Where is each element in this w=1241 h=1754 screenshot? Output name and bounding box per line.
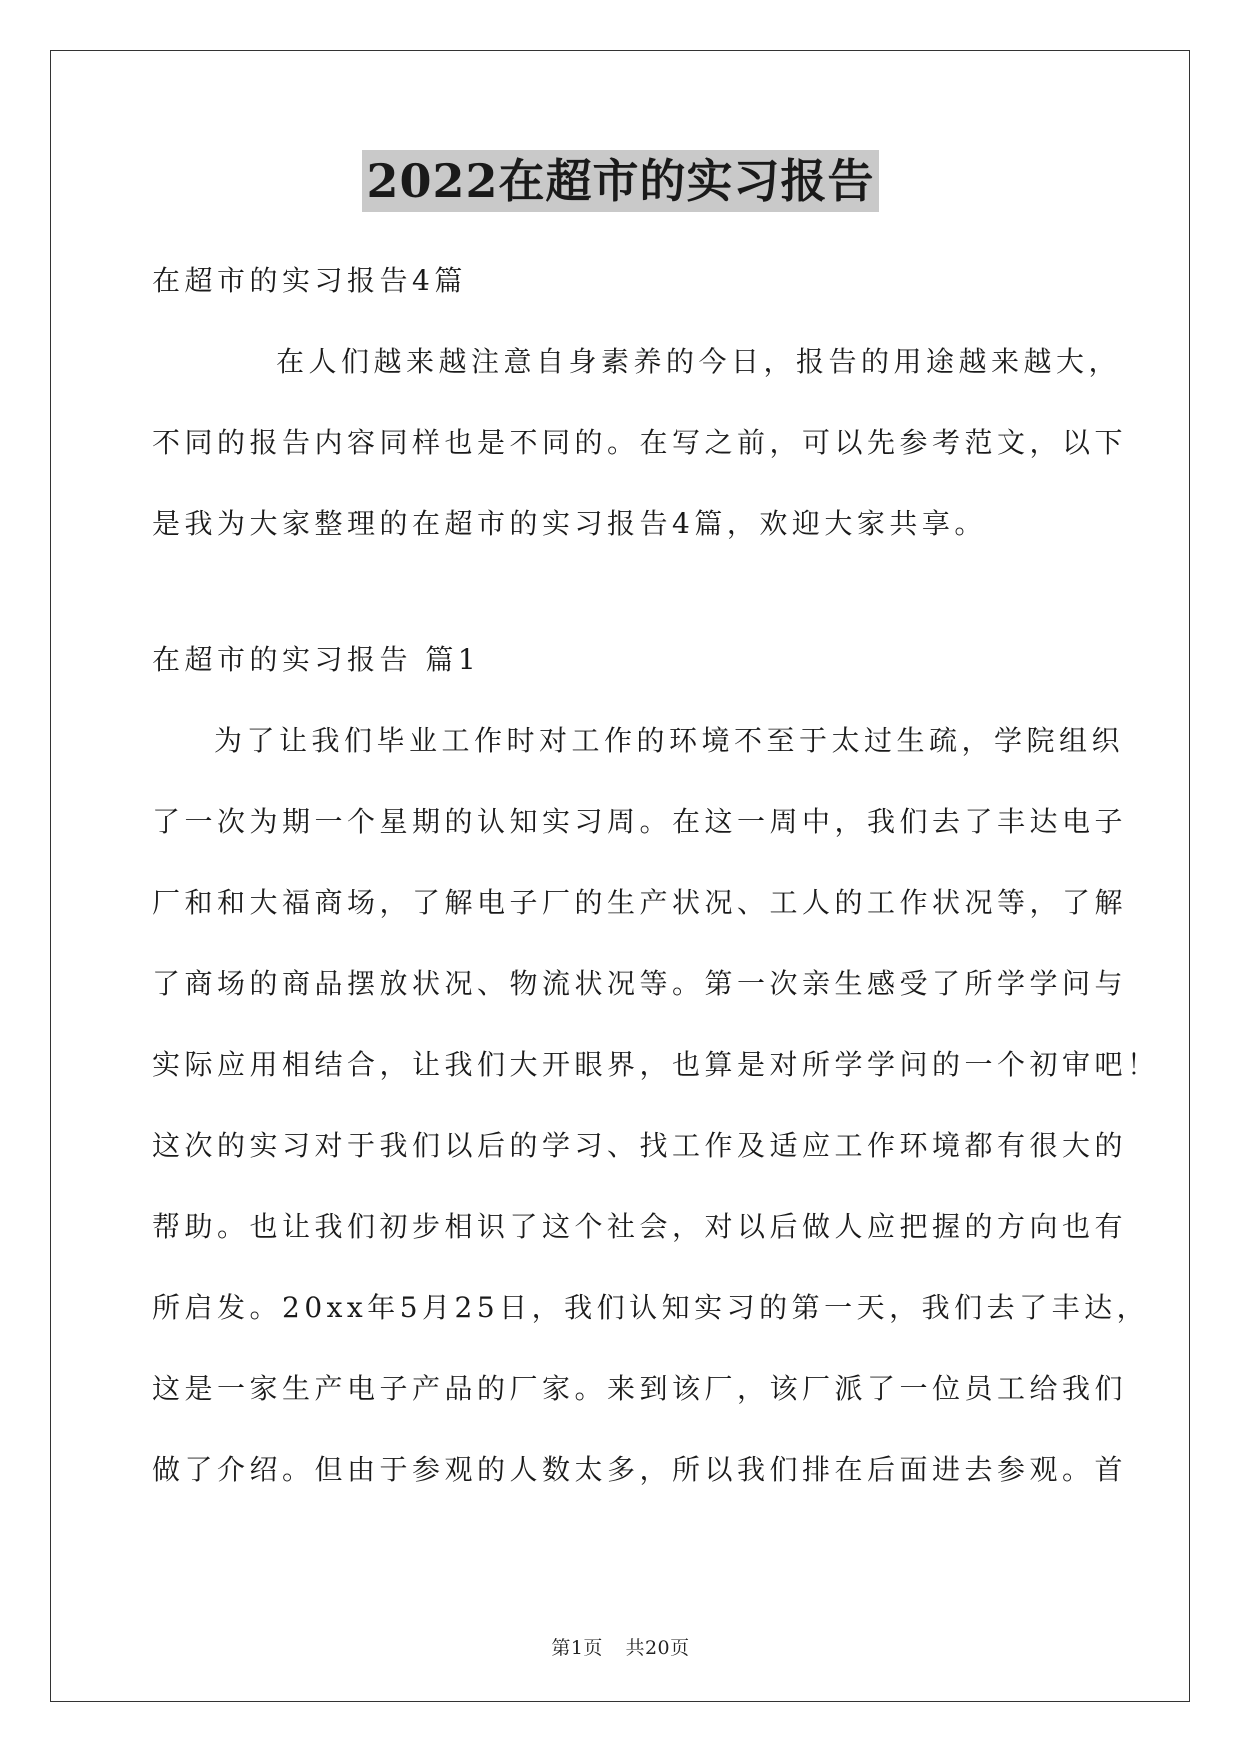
body-line: 厂和和大福商场，了解电子厂的生产状况、工人的工作状况等，了解 [152,886,1128,919]
document-title: 2022在超市的实习报告 [362,150,878,212]
intro-line: 在人们越来越注意自身素养的今日，报告的用途越来越大， [276,345,1122,378]
intro-line: 不同的报告内容同样也是不同的。在写之前，可以先参考范文，以下 [152,426,1128,459]
body-line: 这次的实习对于我们以后的学习、找工作及适应工作环境都有很大的 [152,1129,1128,1162]
page-total: 共20页 [625,1637,690,1659]
body-line: 了一次为期一个星期的认知实习周。在这一周中，我们去了丰达电子 [152,805,1128,838]
paragraph-gap [152,564,1097,619]
document-body [152,240,1160,1510]
body-line: 为了让我们毕业工作时对工作的环境不至于太过生疏，学院组织 [214,724,1125,757]
body-line: 实际应用相结合，让我们大开眼界，也算是对所学学问的一个初审吧！ [152,1048,1160,1081]
body-line: 了商场的商品摆放状况、物流状况等。第一次亲生感受了所学学问与 [152,967,1128,1000]
section-heading: 在超市的实习报告 篇1 [152,643,481,676]
page-number: 第1页 [551,1637,603,1659]
intro-line: 是我为大家整理的在超市的实习报告4篇，欢迎大家共享。 [152,507,987,540]
document-subtitle: 在超市的实习报告4篇 [152,264,467,297]
page-footer [0,1636,1241,1660]
title-container [0,150,1241,212]
body-line: 所启发。20xx年5月25日，我们认知实习的第一天，我们去了丰达， [152,1291,1150,1324]
body-line: 做了介绍。但由于参观的人数太多，所以我们排在后面进去参观。首 [152,1453,1128,1486]
body-line: 这是一家生产电子产品的厂家。来到该厂，该厂派了一位员工给我们 [152,1372,1128,1405]
body-line: 帮助。也让我们初步相识了这个社会，对以后做人应把握的方向也有 [152,1210,1128,1243]
